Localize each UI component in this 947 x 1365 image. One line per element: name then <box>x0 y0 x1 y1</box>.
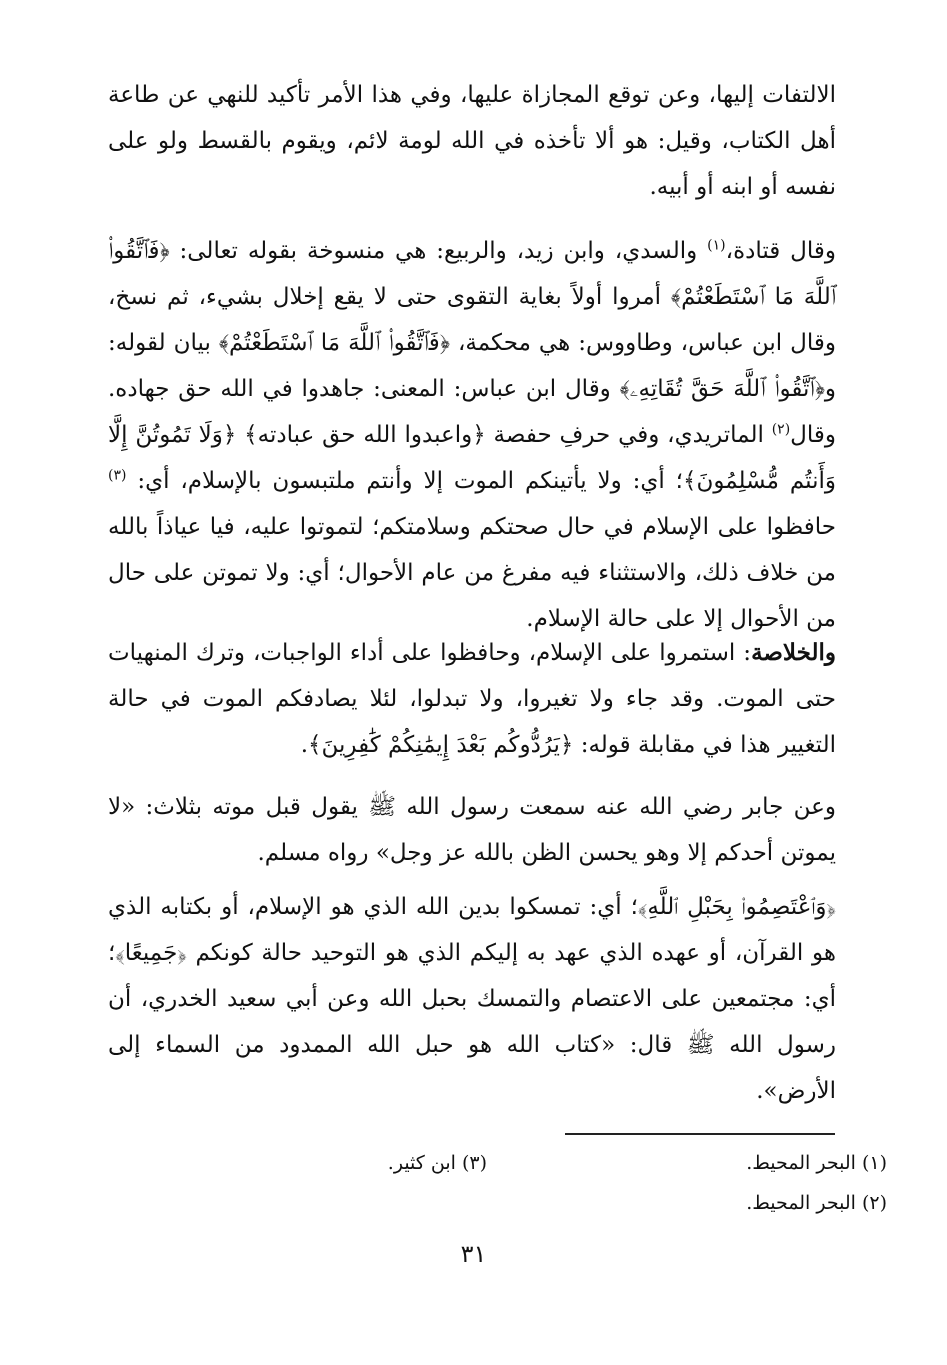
paragraph-4: وعن جابر رضي الله عنه سمعت رسول الله ﷺ يقول قبل موته بثلاث: «لا يموتن أحدكم إلا وهو يحسن الظن بالله عز وجل» رواه مسلم. <box>108 794 836 866</box>
paragraph-2-part-c: الماتريدي، وفي حرفِ حفصة ﴿واعبدوا الله حق عبادته﴾ ﴿وَلَا تَمُوتُنَّ إِلَّا وَأَنتُم مُّسْلِمُونَ﴾؛ أي: ولا يأتينكم الموت إلا وأنتم ملتبسون بالإسلام، أي: <box>108 422 836 494</box>
footnote-divider <box>565 1133 835 1135</box>
footnote-ref-2: (٢) <box>771 421 791 438</box>
paragraph-5: ﴿وَٱعْتَصِمُوا۟ بِحَبْلِ ٱللَّهِ﴾؛ أي: تمسكوا بدين الله الذي هو الإسلام، أو بكتابه الذي هو القرآن، أو عهده الذي عهد به إليكم الذي هو التوحيد حالة كونكم ﴿جَمِيعًا﴾؛ أي: مجتمعين على الاعتصام والتمسك بحبل الله وعن أبي سعيد الخدري، أن رسول الله ﷺ قال: «كتاب الله هو حبل الله الممدود من السماء إلى الأرض». <box>108 894 836 1104</box>
footnote-ref-3: (٣) <box>108 467 127 484</box>
footnote-3: (٣) ابن كثير. <box>387 1152 487 1174</box>
footnote-1: (١) البحر المحيط. <box>746 1152 887 1174</box>
paragraph-2-part-a: وقال قتادة، <box>725 238 836 264</box>
page-number: ٣١ <box>460 1240 487 1268</box>
footnote-2: (٢) البحر المحيط. <box>746 1192 887 1214</box>
summary-text: : استمروا على الإسلام، وحافظوا على أداء الواجبات، وترك المنهيات حتى الموت. وقد جاء ولا تغيروا، ولا تبدلوا، لئلا يصادفكم الموت في حالة التغيير هذا في مقابلة قوله: ﴿يَرُدُّوكُم بَعْدَ إِيمَٰنِكُمْ كَٰفِرِينَ﴾. <box>108 640 836 758</box>
paragraph-1: الالتفات إليها، وعن توقع المجازاة عليها، وفي هذا الأمر تأكيد للنهي عن طاعة أهل الكتاب، وقيل: هو ألا تأخذه في الله لومة لائم، ويقوم بالقسط ولو على نفسه أو ابنه أو أبيه. <box>108 82 836 200</box>
summary-heading: والخلاصة <box>751 639 836 666</box>
paragraph-3 <box>108 630 836 768</box>
paragraph-2 <box>108 228 836 642</box>
paragraph-2-part-b: والسدي، وابن زيد، والربيع: هي منسوخة بقوله تعالى: ﴿فَٱتَّقُوا۟ ٱللَّهَ مَا ٱسْتَطَعْتُمْ﴾ أمروا أولاً بغاية التقوى حتى لا يقع إخلال بشيء، ثم نسخ، وقال ابن عباس، وطاووس: هي محكمة، ﴿فَٱتَّقُوا۟ ٱللَّهَ مَا ٱسْتَطَعْتُمْ﴾ بيان لقوله: و﴿ٱتَّقُوا۟ ٱللَّهَ حَقَّ تُقَاتِهِۦ﴾ وقال ابن عباس: المعنى: جاهدوا في الله حق جهاده. وقال <box>108 238 836 448</box>
footnote-ref-1: (١) <box>707 237 726 254</box>
paragraph-2-part-d: حافظوا على الإسلام في حال صحتكم وسلامتكم؛ لتموتوا عليه، فيا عياذاً بالله من خلاف ذلك، والاستثناء فيه مفرغ من عام الأحوال؛ أي: ولا تموتن على حال من الأحوال إلا على حالة الإسلام. <box>108 514 836 632</box>
